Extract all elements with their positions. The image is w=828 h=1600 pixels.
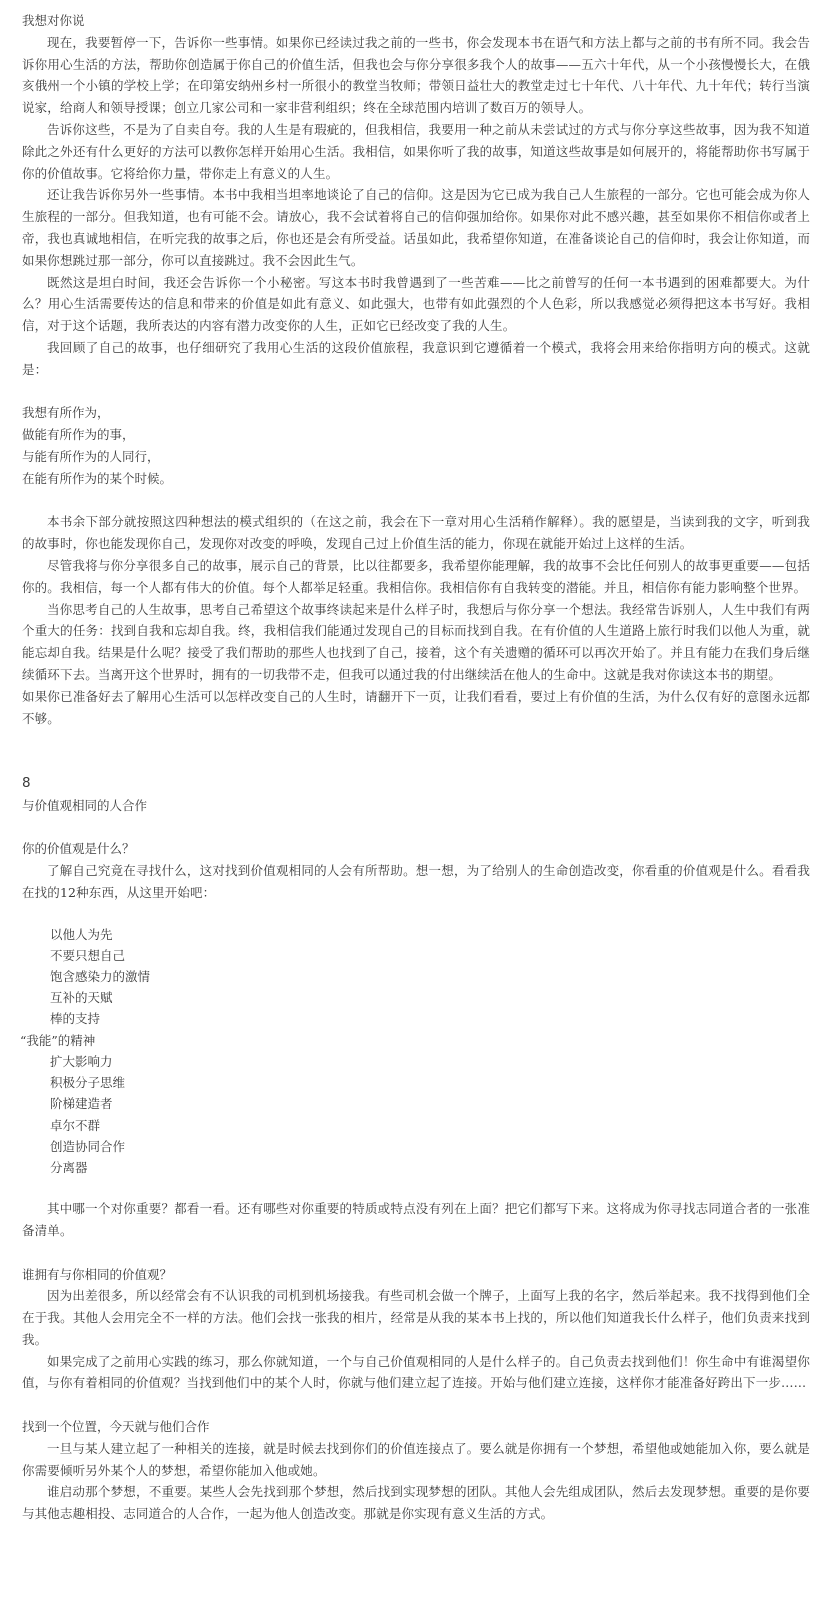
paragraph: 如果完成了之前用心实践的练习，那么你就知道，一个与自己价值观相同的人是什么样子的。自己负责去找到他们！你生命中有谁渴望你值，与你有着相同的价值观？当找到他们中的某个人时，你就与他们建立起了连接。开始与他们建立连接，这样你才能准备好跨出下一步…… [22, 1353, 810, 1391]
list-item: 互补的天赋 [50, 990, 113, 1006]
paragraph: 尽管我将与你分享很多自己的故事，展示自己的背景，比以往都要多，我希望你能理解，我的故事不会比任何别人的故事更重要——包括你的。我相信，每一个人都有伟大的价值。每个人都举足轻重。我相信你。我相信你有自我转变的潜能。并且，相信你有能力影响整个世界。 [22, 557, 810, 595]
paragraph: 一旦与某人建立起了一种相关的连接，就是时候去找到你们的价值连接点了。要么就是你拥有一个梦想，希望他或她能加入你，要么就是你需要倾听另外某个人的梦想，希望你能加入他或她。 [22, 1440, 810, 1478]
list-item: 不要只想自己 [50, 947, 126, 963]
chapter-number: 8 [22, 774, 31, 791]
paragraph: 谁启动那个梦想，不重要。某些人会先找到那个梦想，然后找到实现梦想的团队。其他人会先组成团队，然后去发现梦想。重要的是你要与其他志趣相投、志同道合的人合作，一起为他人创造改变。那就是你实现有意义生活的方式。 [22, 1484, 810, 1522]
poem-line: 做能有所作为的事， [22, 427, 135, 443]
list-item: 以他人为先 [50, 926, 113, 942]
paragraph: 既然这是坦白时间，我还会告诉你一个小秘密。写这本书时我曾遇到了一些苦难——比之前曾写的任何一本书遇到的困难都要大。为什么？用心生活需要传达的信息和带来的价值是如此有意义、如此强大，也带有如此强烈的个人色彩，所以我感觉必须得把这本书写好。我相信，对于这个话题，我所表达的内容有潜力改变你的人生，正如它已经改变了我的人生。 [22, 274, 810, 334]
poem-line: 我想有所作为， [22, 405, 110, 421]
list-item: 饱含感染力的激情 [50, 969, 151, 985]
list-item: 扩大影响力 [50, 1053, 113, 1069]
poem-line: 与能有所作为的人同行， [22, 448, 160, 464]
paragraph: 告诉你这些，不是为了自卖自夸。我的人生是有瑕疵的，但我相信，我要用一种之前从未尝试过的方式与你分享这些故事，因为我不知道除此之外还有什么更好的方法可以教你怎样开始用心生活。我相信，如果你听了我的故事，知道这些故事是如何展开的，将能帮助你书写属于你的价值故事。它将给你力量，带你走上有意义的人生。 [22, 121, 810, 181]
section-heading-intro: 我想对你说 [22, 13, 85, 28]
section-heading-same-values: 谁拥有与你相同的价值观？ [22, 1266, 173, 1282]
paragraph: 我回顾了自己的故事，也仔细研究了我用心生活的这段价值旅程，我意识到它遵循着一个模式，我将会用来给你指明方向的模式。这就是： [22, 339, 810, 377]
list-item: 创造协同合作 [50, 1138, 126, 1154]
poem-line: 在能有所作为的某个时候。 [22, 470, 173, 486]
paragraph: 还让我告诉你另外一些事情。本书中我相当坦率地谈论了自己的信仰。这是因为它已成为我自己人生旅程的一部分。它也可能会成为你人生旅程的一部分。但我知道，也有可能不会。请放心，我不会试着将自己的信仰强加给你。如果你对此不感兴趣，甚至如果你不相信你或者上帝，我也真诚地相信，在听完我的故事之后，你也还是会有所受益。话虽如此，我希望你知道，在准备谈论自己的信仰时，我会让你知道，而如果你想跳过那一部分，你可以直接跳过。我不会因此生气。 [22, 187, 810, 268]
list-item: 棒的支持 [50, 1011, 101, 1027]
list-item: 卓尔不群 [50, 1117, 101, 1133]
list-item: 分离器 [50, 1159, 88, 1175]
section-heading-values: 你的价值观是什么？ [22, 841, 135, 857]
paragraph: 现在，我要暂停一下，告诉你一些事情。如果你已经读过我之前的一些书，你会发现本书在语气和方法上都与之前的书有所不同。我会告诉你用心生活的方法，帮助你创造属于你自己的价值生活，但我也会与你分享很多我个人的故事——五六十年代，从一个小孩慢慢长大，在俄亥俄州一个小镇的学校上学；在印第安纳州乡村一所很小的教堂当牧师；带领日益壮大的教堂走过七十年代、八十年代、九十年代；转行当演说家，给商人和领导授课；创立几家公司和一家非营利组织；终在全球范围内培训了数百万的领导人。 [22, 34, 810, 116]
section-heading-find-position: 找到一个位置，今天就与他们合作 [22, 1419, 210, 1435]
chapter-title: 与价值观相同的人合作 [22, 797, 148, 813]
list-item: 积极分子思维 [50, 1075, 126, 1091]
poem-block [22, 402, 810, 489]
paragraph: 当你思考自己的人生故事，思考自己希望这个故事终读起来是什么样子时，我想后与你分享一个想法。我经常告诉别人，人生中我们有两个重大的任务：找到自我和忘却自我。终，我相信我们能通过发现自己的目标而找到自我。在有价值的人生道路上旅行时我们以他人为重，就能忘却自我。结果是什么呢？接受了我们帮助的那些人也找到了自己，接着，这个有关遗赠的循环可以再次开始了。并且有能力在我们身后继续循环下去。当离开这个世界时，拥有的一切我带不走，但我可以通过我的付出继续活在他人的生命中。这就是我对你读这本书的期望。 [22, 601, 810, 682]
document-page [22, 0, 810, 1525]
paragraph: 其中哪一个对你重要？都看一看。还有哪些对你重要的特质或特点没有列在上面？把它们都写下来。这将成为你寻找志同道合者的一张准备清单。 [22, 1201, 810, 1238]
list-item: 阶梯建造者 [50, 1096, 113, 1112]
values-list [22, 924, 810, 1178]
paragraph: 本书余下部分就按照这四种想法的模式组织的（在这之前，我会在下一章对用心生活稍作解释）。我的愿望是，当读到我的文字，听到我的故事时，你也能发现你自己，发现你对改变的呼唤，发现自己过上价值生活的能力，你现在就能开始过上这样的生活。 [22, 514, 810, 552]
list-item: “我能”的精神 [20, 1032, 96, 1048]
paragraph: 了解自己究竟在寻找什么，这对找到价值观相同的人会有所帮助。想一想，为了给别人的生命创造改变，你看重的价值观是什么。看看我在找的12种东西，从这里开始吧： [22, 863, 810, 900]
closing-paragraph: 如果你已准备好去了解用心生活可以怎样改变自己的人生时，请翻开下一页，让我们看看，要过上有价值的生活，为什么仅有好的意图永远都不够。 [22, 688, 810, 726]
paragraph: 因为出差很多，所以经常会有不认识我的司机到机场接我。有些司机会做一个牌子，上面写上我的名字，然后举起来。我不找得到他们全在于我。其他人会用完全不一样的方法。他们会找一张我的相片，经常是从我的某本书上找的，所以他们知道我长什么样子，他们负责来找到我。 [22, 1288, 810, 1347]
